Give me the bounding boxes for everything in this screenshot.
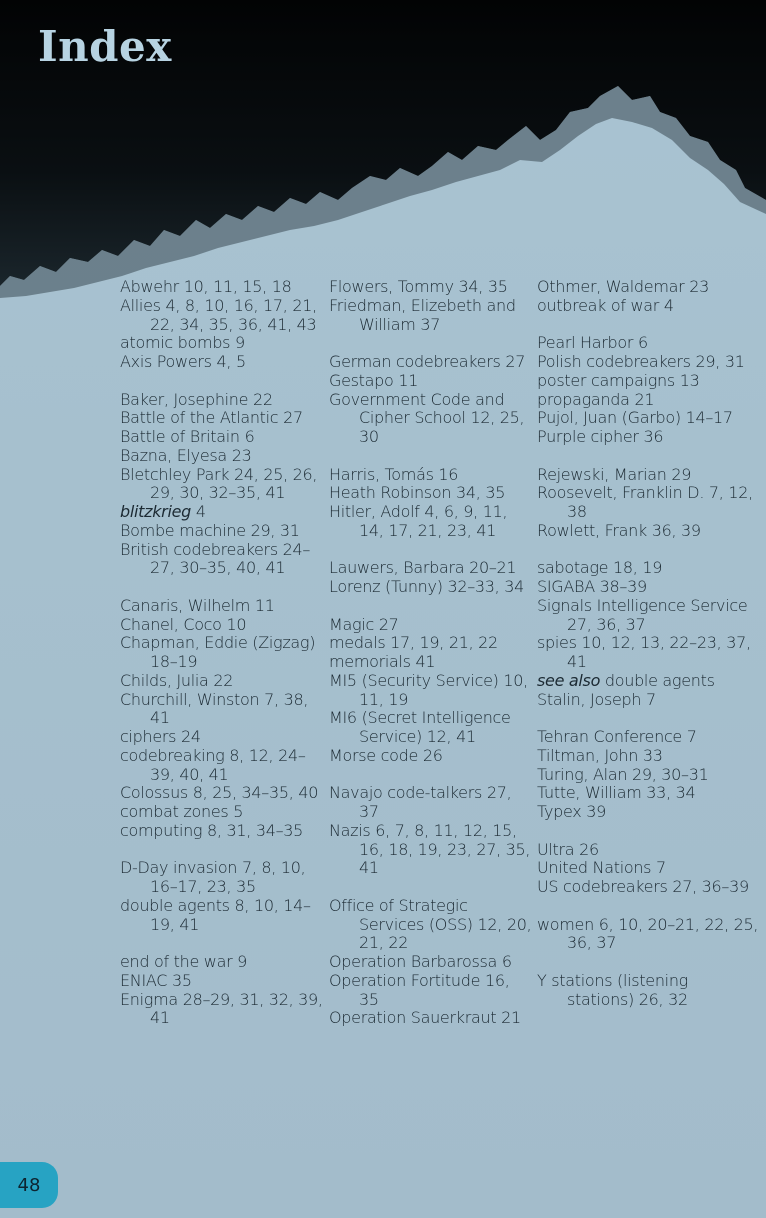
letter-group-gap [329,541,534,560]
index-term: Polish codebreakers [537,352,691,371]
index-entry [537,334,759,353]
index-term: Allies [120,295,161,315]
index-pages: 10, 12, 13, 22–23, 37, 41 [567,633,751,671]
index-term: German codebreakers [329,352,501,371]
index-pages: 12, 41 [426,727,476,746]
index-pages: 5 [233,802,244,821]
index-term: Abwehr [120,277,179,296]
index-term: see also [537,670,601,690]
index-pages: 16, 35 [359,970,510,1009]
index-pages: 8, 12, 24–39, 40, 41 [150,745,306,784]
index-pages: 23 [689,277,709,296]
index-pages: 33, 34 [646,783,696,803]
index-entry [120,597,325,616]
index-entry [329,559,534,578]
index-pages: 32–33, 34 [447,577,524,596]
index-entry [537,597,759,635]
index-entry [537,859,759,878]
index-entry [537,972,759,1010]
index-entry [537,672,759,691]
index-pages: 28–29, 31, 32, 39, 41 [150,989,323,1028]
index-pages: 7 [686,727,697,746]
letter-group-gap [120,934,325,953]
index-pages: 24 [181,727,201,746]
index-entry [120,634,325,672]
index-pages: 10, 11, 15, 18 [183,277,292,296]
index-term: Friedman, Elizebeth and William [329,295,516,334]
index-entry [537,297,759,316]
index-term: Tehran Conference [537,727,682,746]
index-term: US codebreakers [537,877,668,896]
index-term: Turing, Alan [537,764,628,784]
index-term: Hitler, Adolf [329,502,420,521]
index-pages: 4, 6, 9, 11, 14, 17, 21, 23, 41 [359,502,508,540]
index-pages: 17, 19, 21, 22 [390,633,498,653]
index-entry [329,466,534,485]
index-term: Nazis [329,820,371,840]
index-entry [120,972,325,991]
index-pages: 8, 25, 34–35, 40 [192,783,319,803]
index-pages: 34, 35 [455,483,506,503]
index-term: D-Day invasion [120,858,238,878]
index-pages: 27, 36–39 [672,877,749,896]
letter-group-gap [120,372,325,391]
index-entry [329,372,534,391]
index-term: Magic [329,614,374,634]
letter-group-gap [329,878,534,897]
letter-group-gap [120,841,325,860]
index-entry [120,728,325,747]
index-term: Heath Robinson [329,483,452,503]
index-entry [120,447,325,466]
index-pages: 27, 37 [359,783,512,821]
index-pages: 10 [226,614,247,634]
index-term: spies [537,633,577,653]
index-term: Operation Fortitude [329,970,481,990]
index-term: Battle of Britain [120,427,240,446]
index-entry [329,278,534,297]
index-entry [329,616,534,635]
index-pages: 9 [235,333,245,353]
index-pages: 7 [646,689,656,709]
index-term: Operation Barbarossa [329,952,498,971]
index-term: Colossus [120,783,188,803]
index-term: medals [329,633,386,653]
index-entry [120,691,325,729]
index-term: Purple cipher [537,427,639,446]
index-pages: 27, 36, 37 [567,614,646,634]
letter-group-gap [537,953,759,972]
index-pages: 27 [378,614,399,634]
index-entry [537,691,759,710]
index-entry [120,803,325,822]
index-term: Canaris, Wilhelm [120,595,251,615]
index-term: Lauwers, Barbara [329,558,465,578]
index-column-1 [120,278,325,1028]
index-entry [120,897,325,935]
index-pages: 9 [237,952,248,971]
index-entry [537,878,759,897]
index-entry [537,409,759,428]
page-number-tab: 48 [0,1162,58,1208]
index-term: memorials [329,652,411,671]
index-entry [329,578,534,597]
index-term: Childs, Julia [120,670,209,690]
index-term: Morse code [329,745,419,765]
index-entry [329,484,534,503]
index-pages: 36 [643,427,664,446]
index-entry [120,991,325,1029]
index-pages: 20–21 [469,558,517,578]
letter-group-gap [329,766,534,785]
index-entry [537,916,759,954]
index-entry [329,391,534,447]
index-entry [329,297,534,335]
index-entry [329,634,534,653]
index-entry [537,428,759,447]
index-pages: 21 [634,389,655,409]
index-term: double agents [120,895,230,915]
index-entry [120,953,325,972]
index-pages: 39 [586,802,607,821]
index-term: Y stations (listening stations) [537,970,688,1009]
index-pages: 36, 39 [651,520,701,540]
index-term: Stalin, Joseph [537,689,642,709]
index-pages: 16 [438,464,459,484]
index-pages: 12, 25, 30 [359,408,525,446]
index-term: computing [120,820,203,840]
index-pages: 14–17 [685,408,733,428]
index-pages: 6, 7, 8, 11, 12, 15, 16, 18, 19, 23, 27, 35, 41 [359,820,531,878]
page-title: Index [38,22,172,71]
letter-group-gap [329,447,534,466]
index-term: United Nations [537,858,652,878]
index-entry [329,822,534,878]
index-entry [329,353,534,372]
letter-group-gap [537,447,759,466]
index-pages: 26, 32 [638,989,688,1009]
index-pages: 8, 31, 34–35 [207,820,304,840]
index-term: Bletchley Park [120,464,230,484]
index-term: Tiltman, John [537,745,639,765]
index-pages: 7 [656,858,666,878]
index-term: Enigma [120,989,178,1009]
index-entry [120,353,325,372]
index-term: Rejewski, Marian [537,464,667,484]
index-pages: 7, 12, 38 [567,483,753,521]
index-pages: 18–19 [150,652,198,671]
index-pages: 4, 5 [216,352,246,371]
index-entry [537,766,759,785]
letter-group-gap [120,578,325,597]
index-term: Navajo code-talkers [329,783,483,803]
index-entry [120,859,325,897]
index-term: MI5 (Security Service) [329,670,499,690]
index-term: combat zones [120,802,229,821]
index-term: Lorenz (Tunny) [329,577,443,596]
index-entry [120,503,325,522]
index-pages: 18, 19 [613,558,663,578]
index-entry [329,503,534,541]
index-entry [329,747,534,766]
index-entry [329,897,534,953]
index-entry [120,822,325,841]
index-term: Government Code and Cipher School [329,389,505,428]
index-entry [537,784,759,803]
index-entry [120,428,325,447]
index-pages: 11 [398,370,419,390]
index-entry [537,278,759,297]
index-entry [120,409,325,428]
letter-group-gap [537,709,759,728]
index-term: outbreak of war [537,295,660,315]
letter-group-gap [537,316,759,335]
index-entry [120,747,325,785]
index-pages: 6, 10, 20–21, 22, 25, 36, 37 [567,914,759,953]
index-term: SIGABA [537,577,595,596]
index-pages: 4, 8, 10, 16, 17, 21, 22, 34, 35, 36, 41, 43 [150,295,317,334]
index-entry [537,466,759,485]
index-pages: 7, 38, 41 [150,689,309,728]
index-pages: 23 [231,445,252,465]
index-entry [329,784,534,822]
index-entry [537,728,759,747]
index-entry [329,953,534,972]
index-term: Ultra [537,839,575,859]
index-pages: 10, 11, 19 [359,670,528,709]
index-pages: 8, 10, 14–19, 41 [150,895,311,934]
index-pages: 27 [283,408,303,428]
index-pages: 27 [505,352,526,371]
index-term: blitzkrieg [120,502,192,521]
index-entry [537,841,759,860]
index-entry [329,972,534,1010]
index-entry [329,653,534,672]
index-term: Othmer, Waldemar [537,277,685,296]
index-pages: 29, 31 [695,352,745,371]
index-term: Flowers, Tommy [329,277,454,296]
index-pages: 13 [679,370,700,390]
index-pages: 41 [415,652,436,671]
index-column-2 [329,278,534,1028]
index-term: sabotage [537,558,609,578]
index-term: Pearl Harbor [537,333,634,353]
index-term: Chapman, Eddie (Zigzag) [120,633,316,653]
index-pages: 33 [642,745,663,765]
index-term: Roosevelt, Franklin D. [537,483,705,503]
index-entry [120,541,325,579]
index-pages: 29 [671,464,692,484]
index-entry [329,672,534,710]
index-term: Churchill, Winston [120,689,260,709]
index-entry [120,297,325,335]
index-term: end of the war [120,952,233,971]
index-pages: 7, 8, 10, 16–17, 23, 35 [150,858,306,896]
letter-group-gap [537,897,759,916]
index-entry [537,803,759,822]
index-pages: 26 [579,839,599,859]
index-column-3 [537,278,759,1009]
index-pages: 6 [501,952,512,971]
index-pages: 12, 20, 21, 22 [359,914,532,953]
index-pages: 37 [420,314,441,334]
index-term: Chanel, Coco [120,614,222,634]
index-pages: 22 [213,670,234,690]
index-pages: 29, 30–31 [631,764,709,784]
index-term: Battle of the Atlantic [120,408,279,428]
index-term: Bombe machine [120,520,246,540]
index-term: Pujol, Juan (Garbo) [537,408,681,428]
index-entry [537,522,759,541]
index-term: atomic bombs [120,333,231,353]
letter-group-gap [329,334,534,353]
index-pages: 6 [637,333,648,353]
index-pages: 21 [501,1008,521,1028]
index-entry [537,559,759,578]
index-term: Axis Powers [120,352,212,371]
index-pages: 24, 25, 26, 29, 30, 32–35, 41 [150,464,318,503]
index-term: ENIAC [120,970,168,990]
index-pages: 4 [663,295,674,315]
letter-group-gap [329,597,534,616]
index-entry [537,578,759,597]
index-pages: 26 [422,745,443,765]
index-term: Harris, Tomás [329,464,434,484]
index-term: Office of Strategic Services (OSS) [329,895,473,934]
index-pages: 38–39 [599,577,647,596]
index-term: Gestapo [329,370,394,390]
index-term: Rowlett, Frank [537,520,647,540]
index-pages: 4 [195,502,206,521]
index-term: Operation Sauerkraut [329,1008,497,1028]
letter-group-gap [537,541,759,560]
index-term: MI6 (Secret Intelligence Service) [329,708,511,746]
index-entry [537,634,759,672]
index-entry [120,278,325,297]
index-term: ciphers [120,727,177,746]
index-term: Baker, Josephine [120,389,249,409]
see-also-target: double agents [604,670,715,690]
index-entry [537,484,759,522]
index-pages: 11 [254,595,275,615]
index-entry [537,747,759,766]
index-entry [329,1009,534,1028]
index-term: Signals Intelligence Service [537,595,748,615]
index-term: codebreaking [120,745,225,765]
index-term: women [537,914,594,934]
index-pages: 6 [244,427,255,446]
index-entry [120,672,325,691]
index-entry [120,784,325,803]
index-entry [120,522,325,541]
index-entry [537,353,759,372]
index-term: British codebreakers [120,539,278,559]
index-term: Tutte, William [537,783,642,803]
index-entry [329,709,534,747]
index-pages: 24–27, 30–35, 40, 41 [150,539,311,578]
index-term: poster campaigns [537,370,675,390]
index-term: Bazna, Elyesa [120,445,227,465]
index-entry [537,391,759,410]
index-pages: 34, 35 [458,277,508,296]
index-entry [120,334,325,353]
index-entry [120,466,325,504]
index-term: propaganda [537,389,630,409]
index-entry [120,616,325,635]
index-pages: 22 [252,389,273,409]
index-pages: 35 [171,970,192,990]
index-entry [120,391,325,410]
index-pages: 29, 31 [250,520,300,540]
index-term: Typex [537,802,582,821]
letter-group-gap [537,822,759,841]
index-entry [537,372,759,391]
